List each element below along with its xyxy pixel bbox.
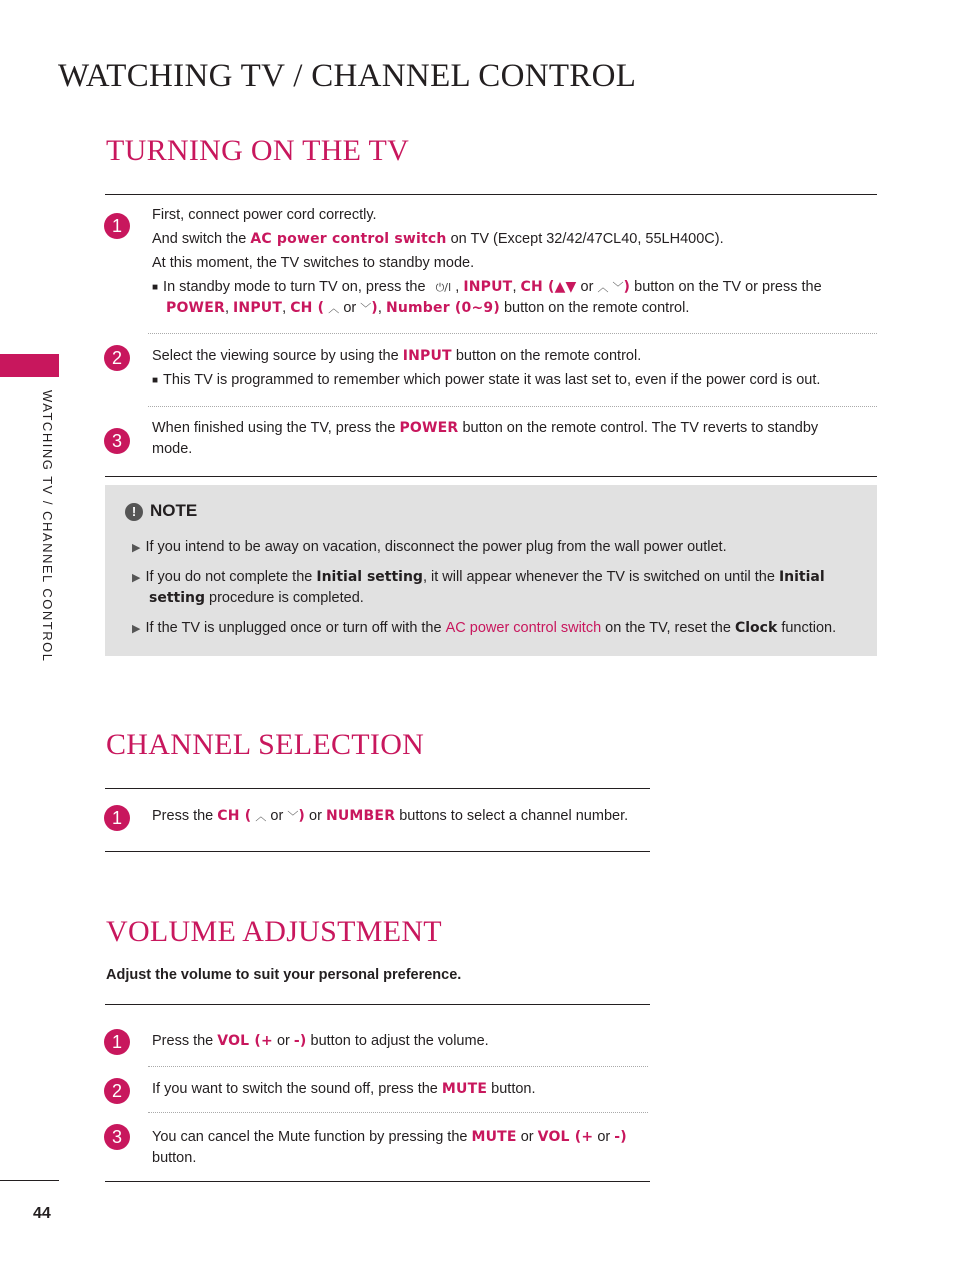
keyword: MUTE (471, 1129, 517, 1145)
section-rule (105, 476, 877, 477)
keyword: Initial (778, 569, 825, 585)
text: You can cancel the Mute function by pressing the (152, 1129, 468, 1145)
triangle-right-icon: ▶ (132, 572, 141, 584)
footer-divider (0, 1180, 59, 1181)
section-rule (105, 851, 650, 852)
section-rule (105, 1181, 650, 1182)
keyword: AC power control switch (445, 620, 602, 636)
text: If the TV is unplugged once or turn off with the (145, 620, 442, 636)
keyword: -) (614, 1129, 627, 1145)
keyword: INPUT (233, 300, 283, 316)
text: on TV (Except 32/42/47CL40, 55LH400C). (450, 231, 724, 247)
text: or (270, 808, 284, 824)
text: Select the viewing source by using the (152, 348, 399, 364)
section-title-turning-on: TURNING ON THE TV (106, 134, 410, 167)
step-divider (148, 406, 877, 407)
step-line (152, 418, 872, 439)
text: In standby mode to turn TV on, press the (163, 279, 426, 295)
step-number: 2 (104, 1078, 130, 1104)
text: or (309, 808, 322, 824)
keyword: AC power control switch (250, 231, 447, 247)
note-item-3 (132, 618, 867, 640)
text: If you intend to be away on vacation, disconnect the power plug from the wall power outlet. (145, 539, 727, 555)
section-rule (105, 788, 650, 789)
keyword: POWER (166, 300, 225, 316)
text: or (343, 300, 357, 316)
step-line (152, 346, 882, 367)
text: When finished using the TV, press the (152, 420, 396, 436)
step-number: 3 (104, 1124, 130, 1150)
keyword: Number (0~9) (385, 300, 500, 316)
volume-step-1-text (152, 1031, 489, 1052)
note-title: NOTE (150, 501, 198, 520)
section-title-volume: VOLUME ADJUSTMENT (106, 915, 442, 948)
step-3-text (152, 418, 872, 460)
keyword: VOL (+ (537, 1129, 594, 1145)
text: function. (781, 620, 837, 636)
square-bullet-icon: ■ (152, 282, 159, 293)
step-2-text (152, 346, 882, 391)
text: button to adjust the volume. (310, 1033, 489, 1049)
step-1-text (152, 205, 882, 319)
keyword: ) (623, 279, 631, 295)
text: procedure is completed. (209, 590, 364, 606)
keyword: VOL (+ (217, 1033, 273, 1049)
step-line (152, 1127, 652, 1148)
power-icon: ⏻/I (435, 281, 452, 294)
keyword: -) (293, 1033, 307, 1049)
note-item-2 (132, 567, 867, 589)
step-number: 2 (104, 345, 130, 371)
step-line: mode. (152, 441, 193, 457)
text: If you do not complete the (145, 569, 313, 585)
text: button. (491, 1081, 536, 1097)
text: or (580, 279, 594, 295)
step-divider (148, 1112, 648, 1113)
text: Press the (152, 808, 214, 824)
volume-step-2-text (152, 1079, 536, 1100)
triangle-right-icon: ▶ (132, 542, 141, 554)
text: button on the remote control. (503, 300, 690, 316)
page-number: 44 (33, 1205, 51, 1222)
text: or (276, 1033, 290, 1049)
step-number: 1 (104, 805, 130, 831)
step-number: 3 (104, 428, 130, 454)
chevron-down-icon: ﹀ (360, 302, 372, 315)
step-line: button. (152, 1150, 197, 1166)
text: or (520, 1129, 534, 1145)
keyword: INPUT (402, 348, 452, 364)
step-line (152, 229, 882, 250)
channel-step-1-text (152, 806, 672, 827)
side-tab-marker (0, 354, 59, 377)
keyword: CH ( (217, 808, 252, 824)
section-title-channel: CHANNEL SELECTION (106, 728, 425, 761)
chevron-up-icon: ︿ (255, 810, 267, 823)
page-title: WATCHING TV / CHANNEL CONTROL (58, 58, 637, 94)
keyword: POWER (399, 420, 459, 436)
text: button on the TV or press the (634, 279, 822, 295)
triangle-right-icon: ▶ (132, 623, 141, 635)
keyword: Clock (734, 620, 778, 636)
note-item-1 (132, 537, 867, 559)
keyword: CH ( (290, 300, 325, 316)
keyword: MUTE (441, 1081, 488, 1097)
section-rule (105, 1004, 650, 1005)
keyword: INPUT (463, 279, 513, 295)
chevron-up-icon: ︿ (328, 302, 340, 315)
step-line: First, connect power cord correctly. (152, 207, 377, 223)
keyword: Initial setting (316, 569, 423, 585)
text: If you want to switch the sound off, press the (152, 1081, 438, 1097)
step-divider (148, 1066, 648, 1067)
text: And switch the (152, 231, 247, 247)
section-rule (105, 194, 877, 195)
text: , it will appear whenever the TV is switched on until the (422, 569, 775, 585)
keyword: ) (371, 300, 378, 316)
volume-intro: Adjust the volume to suit your personal preference. (106, 967, 462, 983)
step-divider (148, 333, 877, 334)
text: button on the remote control. The TV reverts to standby (462, 420, 819, 436)
chevron-down-icon: ﹀ (612, 281, 624, 294)
chevron-down-icon: ﹀ (287, 810, 299, 823)
keyword: setting (149, 590, 205, 606)
bullet-line (152, 370, 882, 391)
text: on the TV, reset the (605, 620, 731, 636)
text: button on the remote control. (455, 348, 642, 364)
text: or (597, 1129, 611, 1145)
chevron-up-icon: ︿ (597, 281, 609, 294)
keyword: ) (298, 808, 305, 824)
volume-step-3-text (152, 1127, 652, 1169)
text: Press the (152, 1033, 214, 1049)
keyword: CH (▲▼ (520, 279, 577, 295)
bullet-line: ■ In standby mode to turn TV on, press the ⏻/I , INPUT, CH (▲▼ or ︿ ﹀) button on the TV or press the (152, 279, 822, 295)
bullet-line: POWER, INPUT, CH ( ︿ or ﹀), Number (0~9) button on the remote control. (166, 300, 690, 316)
step-number: 1 (104, 1029, 130, 1055)
exclamation-icon: ! (125, 503, 143, 521)
note-item-2-cont (149, 588, 869, 609)
side-tab-label: WATCHING TV / CHANNEL CONTROL (40, 390, 55, 663)
step-line: At this moment, the TV switches to standby mode. (152, 255, 475, 271)
text: This TV is programmed to remember which power state it was last set to, even if the power cord is out. (163, 372, 821, 388)
step-number: 1 (104, 213, 130, 239)
square-bullet-icon: ■ (152, 375, 159, 386)
text: buttons to select a channel number. (399, 808, 629, 824)
keyword: NUMBER (325, 808, 396, 824)
